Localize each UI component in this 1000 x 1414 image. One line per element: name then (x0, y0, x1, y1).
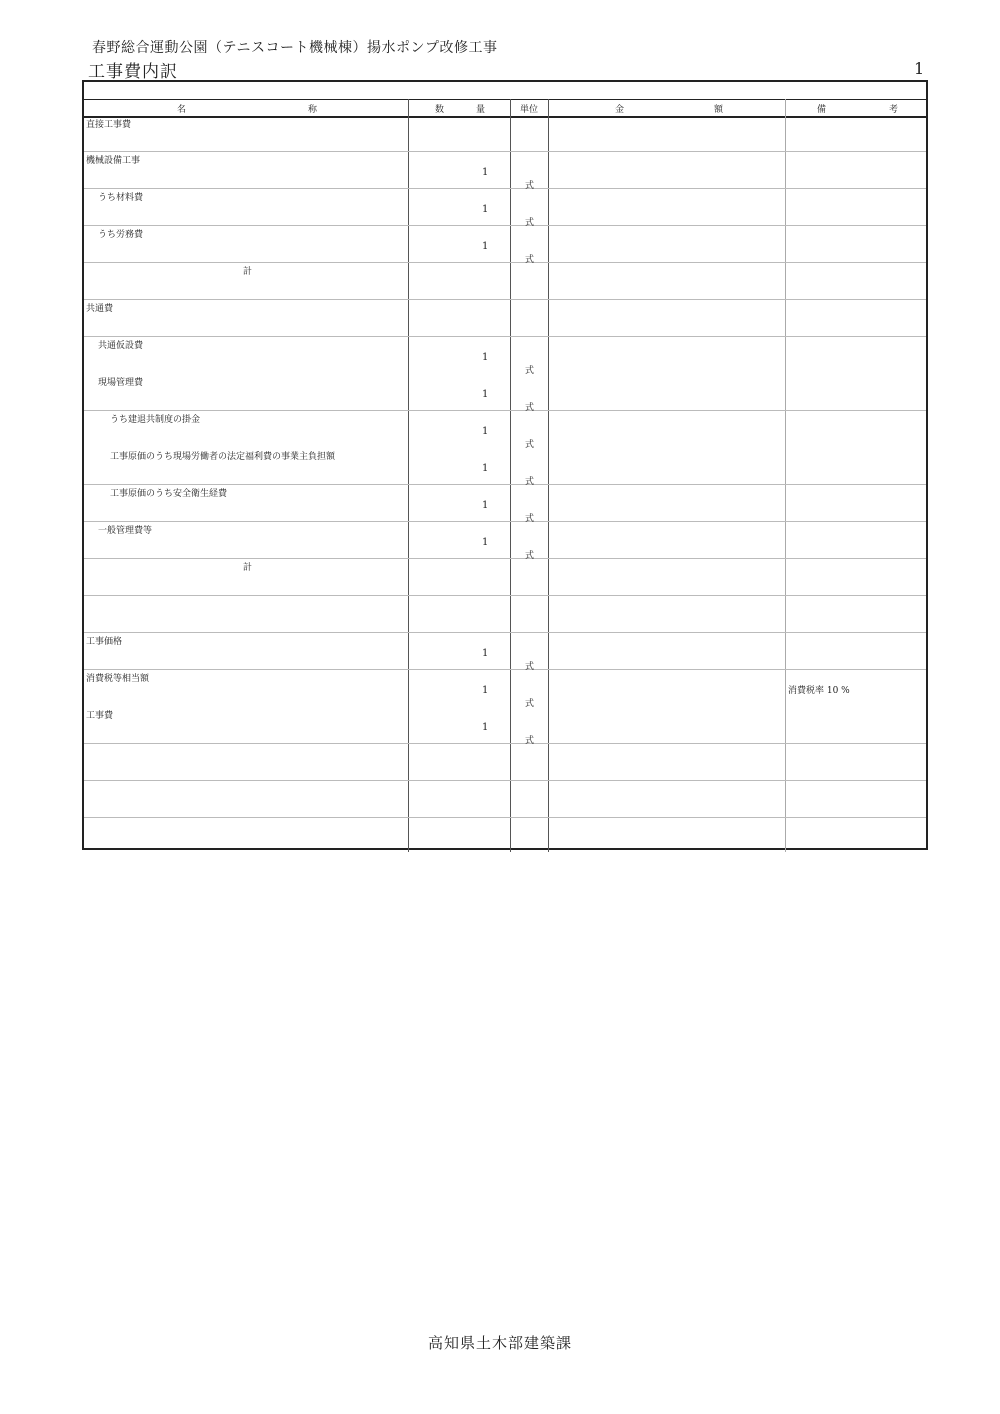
item-name: 直接工事費 (86, 120, 132, 130)
row-divider (84, 151, 926, 152)
row-divider (84, 817, 926, 818)
item-name: 工事原価のうち安全衛生経費 (110, 489, 228, 499)
table-top-strip (84, 82, 926, 100)
row-divider (84, 632, 926, 633)
subtotal-label: 計 (243, 563, 253, 573)
item-qty: 1 (482, 352, 489, 363)
page-number: 1 (914, 59, 925, 78)
item-unit: 式 (525, 366, 535, 376)
item-unit: 式 (525, 699, 535, 709)
item-unit: 式 (525, 477, 535, 487)
item-unit: 式 (525, 403, 535, 413)
item-name: 共通仮設費 (98, 341, 144, 351)
document-title: 工事費内訳 (88, 62, 178, 82)
item-qty: 1 (482, 685, 489, 696)
item-qty: 1 (482, 722, 489, 733)
item-unit: 式 (525, 440, 535, 450)
item-name: 現場管理費 (98, 378, 144, 388)
item-qty: 1 (482, 463, 489, 474)
item-unit: 式 (525, 218, 535, 228)
row-divider (84, 410, 926, 411)
column-divider-qty (510, 99, 511, 852)
item-qty: 1 (482, 426, 489, 437)
item-name: 工事原価のうち現場労働者の法定福利費の事業主負担額 (110, 452, 336, 462)
item-name: うち材料費 (98, 193, 144, 203)
row-divider (84, 669, 926, 670)
row-divider (84, 262, 926, 263)
header-name-2: 称 (308, 105, 318, 115)
tax-rate-note: 消費税率 10 % (788, 686, 850, 696)
row-divider (84, 595, 926, 596)
footer-organization: 高知県土木部建築課 (427, 1334, 572, 1352)
item-unit: 式 (525, 255, 535, 265)
header-unit: 単位 (520, 105, 539, 115)
header-qty-1: 数 (435, 105, 445, 115)
cost-breakdown-table (82, 80, 928, 850)
header-remarks-1: 備 (817, 105, 827, 115)
header-amount-1: 金 (615, 105, 625, 115)
row-divider (84, 558, 926, 559)
row-divider (84, 743, 926, 744)
column-divider-amount (785, 99, 786, 852)
item-name: 工事費 (86, 711, 114, 721)
row-divider (84, 336, 926, 337)
row-divider (84, 780, 926, 781)
row-divider (84, 225, 926, 226)
item-name: うち建退共制度の掛金 (110, 415, 201, 425)
table-header (84, 99, 926, 118)
subtotal-label: 計 (243, 267, 253, 277)
item-unit: 式 (525, 181, 535, 191)
header-amount-2: 額 (714, 105, 724, 115)
item-unit: 式 (525, 514, 535, 524)
row-divider (84, 188, 926, 189)
item-qty: 1 (482, 648, 489, 659)
column-divider-name (408, 99, 409, 852)
item-qty: 1 (482, 204, 489, 215)
item-name: 一般管理費等 (98, 526, 153, 536)
item-unit: 式 (525, 551, 535, 561)
row-divider (84, 521, 926, 522)
project-name: 春野総合運動公園（テニスコート機械棟）揚水ポンプ改修工事 (92, 40, 498, 56)
item-qty: 1 (482, 537, 489, 548)
header-remarks-2: 考 (889, 105, 899, 115)
item-qty: 1 (482, 500, 489, 511)
item-qty: 1 (482, 241, 489, 252)
row-divider (84, 484, 926, 485)
item-name: 共通費 (86, 304, 114, 314)
header-name-1: 名 (177, 105, 187, 115)
item-unit: 式 (525, 662, 535, 672)
row-divider (84, 299, 926, 300)
item-name: 機械設備工事 (86, 156, 141, 166)
item-qty: 1 (482, 389, 489, 400)
item-name: 消費税等相当額 (86, 674, 150, 684)
item-name: うち労務費 (98, 230, 144, 240)
header-qty-2: 量 (476, 105, 486, 115)
item-unit: 式 (525, 736, 535, 746)
item-name: 工事価格 (86, 637, 123, 647)
item-qty: 1 (482, 167, 489, 178)
column-divider-unit (548, 99, 549, 852)
